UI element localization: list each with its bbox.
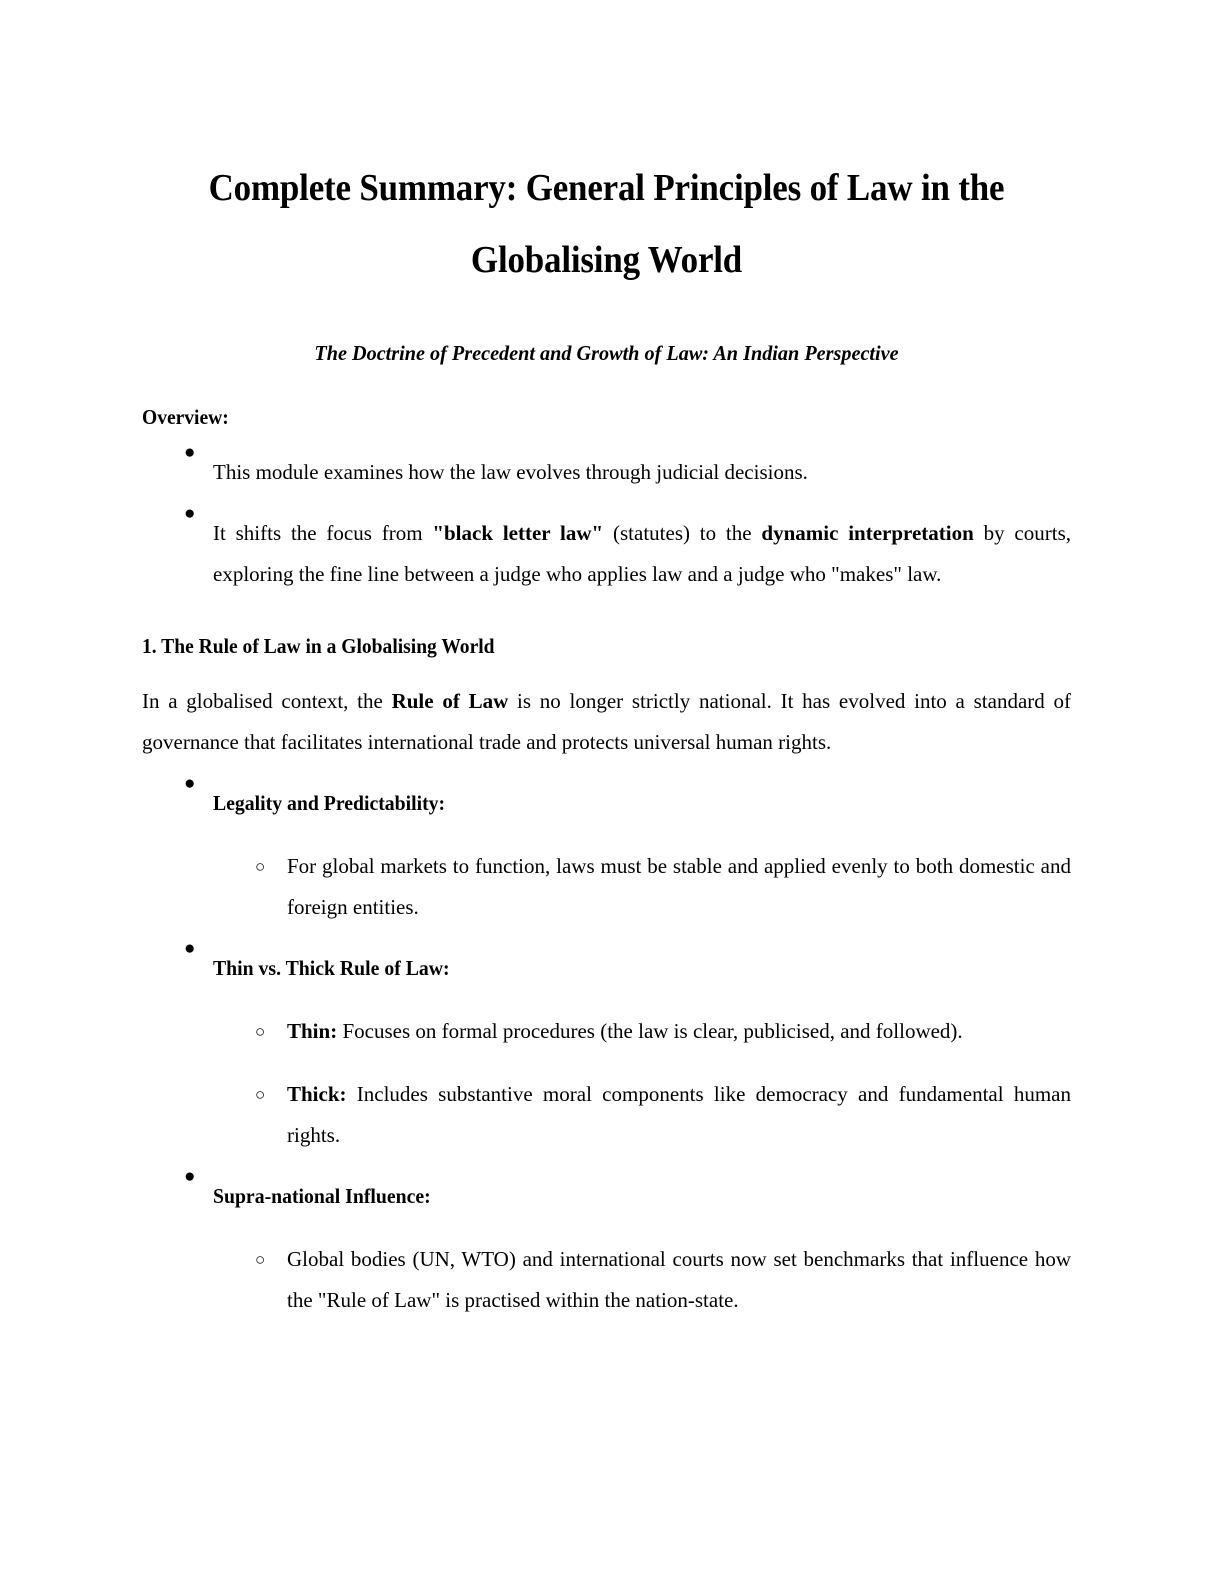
text-run-tail: by courts, exploring the fine line between a judge who applies law and a judge who "makes" law.: [213, 521, 1071, 586]
page-subtitle: The Doctrine of Precedent and Growth of Law: An Indian Perspective: [314, 341, 899, 365]
page-title: Complete Summary: General Principles of Law in the Globalising World: [208, 167, 1005, 281]
item-label-wrapper: [213, 1176, 1071, 1217]
list-item: [213, 989, 1071, 1052]
list-item: [142, 493, 1071, 595]
list-item: [213, 1217, 1071, 1321]
bullet-circle-icon: [255, 846, 265, 887]
sub-list: [213, 1217, 1071, 1321]
subitem-text-legality-1: For global markets to function, laws must be stable and applied evenly to both domestic and foreign entities.: [287, 854, 1071, 919]
overview-bullet-2-text: [213, 513, 1071, 595]
item-label-supra-national: Supra-national Influence:: [213, 1184, 431, 1208]
overview-heading: Overview:: [142, 405, 229, 429]
text-run-bold-rule-of-law: Rule of Law: [391, 689, 509, 713]
bullet-disc-icon: [184, 1156, 195, 1197]
bullet-disc-icon: [184, 432, 195, 473]
overview-bullet-list: [142, 432, 1071, 595]
item-label-thin-vs-thick: Thin vs. Thick Rule of Law:: [213, 956, 450, 980]
overview-bullet-1-text: This module examines how the law evolves through judicial decisions.: [213, 460, 808, 484]
bullet-circle-icon: [255, 1239, 265, 1280]
text-run-bold-thick: Thick:: [287, 1082, 347, 1106]
subitem-text-supra-national-1: Global bodies (UN, WTO) and international courts now set benchmarks that influence how the "Rule of Law" is practised within the nation-state.: [287, 1247, 1071, 1312]
text-run-lead: In a globalised context, the: [142, 689, 392, 713]
sub-list: [213, 989, 1071, 1156]
text-run-bold-black-letter-law: "black letter law": [432, 521, 604, 545]
list-item: [213, 824, 1071, 928]
text-run-thick-body: Includes substantive moral components like democracy and fundamental human rights.: [287, 1082, 1071, 1147]
subitem-text-thick: [287, 1082, 1071, 1147]
list-item: [142, 928, 1071, 1156]
list-item: [142, 763, 1071, 928]
item-label-wrapper: [213, 948, 1071, 989]
list-item: [142, 1156, 1071, 1321]
section-1-bullet-list: [142, 763, 1071, 1321]
document-content: [142, 0, 1071, 1321]
bullet-circle-icon: [255, 1074, 265, 1115]
text-run-tail: is no longer strictly national. It has evolved into a standard of governance that facilitates international trade and protects universal human rights.: [142, 689, 1071, 754]
bullet-disc-icon: [184, 763, 195, 804]
list-item: [213, 1052, 1071, 1156]
list-item: [142, 432, 1071, 493]
bullet-circle-icon: [255, 1011, 265, 1052]
section-1-paragraph: [142, 661, 1071, 763]
text-run-bold-thin: Thin:: [287, 1019, 338, 1043]
text-run-lead: It shifts the focus from: [213, 521, 433, 545]
section-1-heading: 1. The Rule of Law in a Globalising World: [142, 634, 495, 658]
sub-list: [213, 824, 1071, 928]
item-label-legality: Legality and Predictability:: [213, 791, 446, 815]
bullet-disc-icon: [184, 493, 195, 534]
text-run-bold-dynamic-interpretation: dynamic interpretation: [761, 521, 974, 545]
item-label-wrapper: [213, 783, 1071, 824]
text-run-mid: (statutes) to the: [603, 521, 762, 545]
subitem-text-thin: [287, 1019, 963, 1043]
bullet-disc-icon: [184, 928, 195, 969]
text-run-thin-body: Focuses on formal procedures (the law is clear, publicised, and followed).: [337, 1019, 963, 1043]
